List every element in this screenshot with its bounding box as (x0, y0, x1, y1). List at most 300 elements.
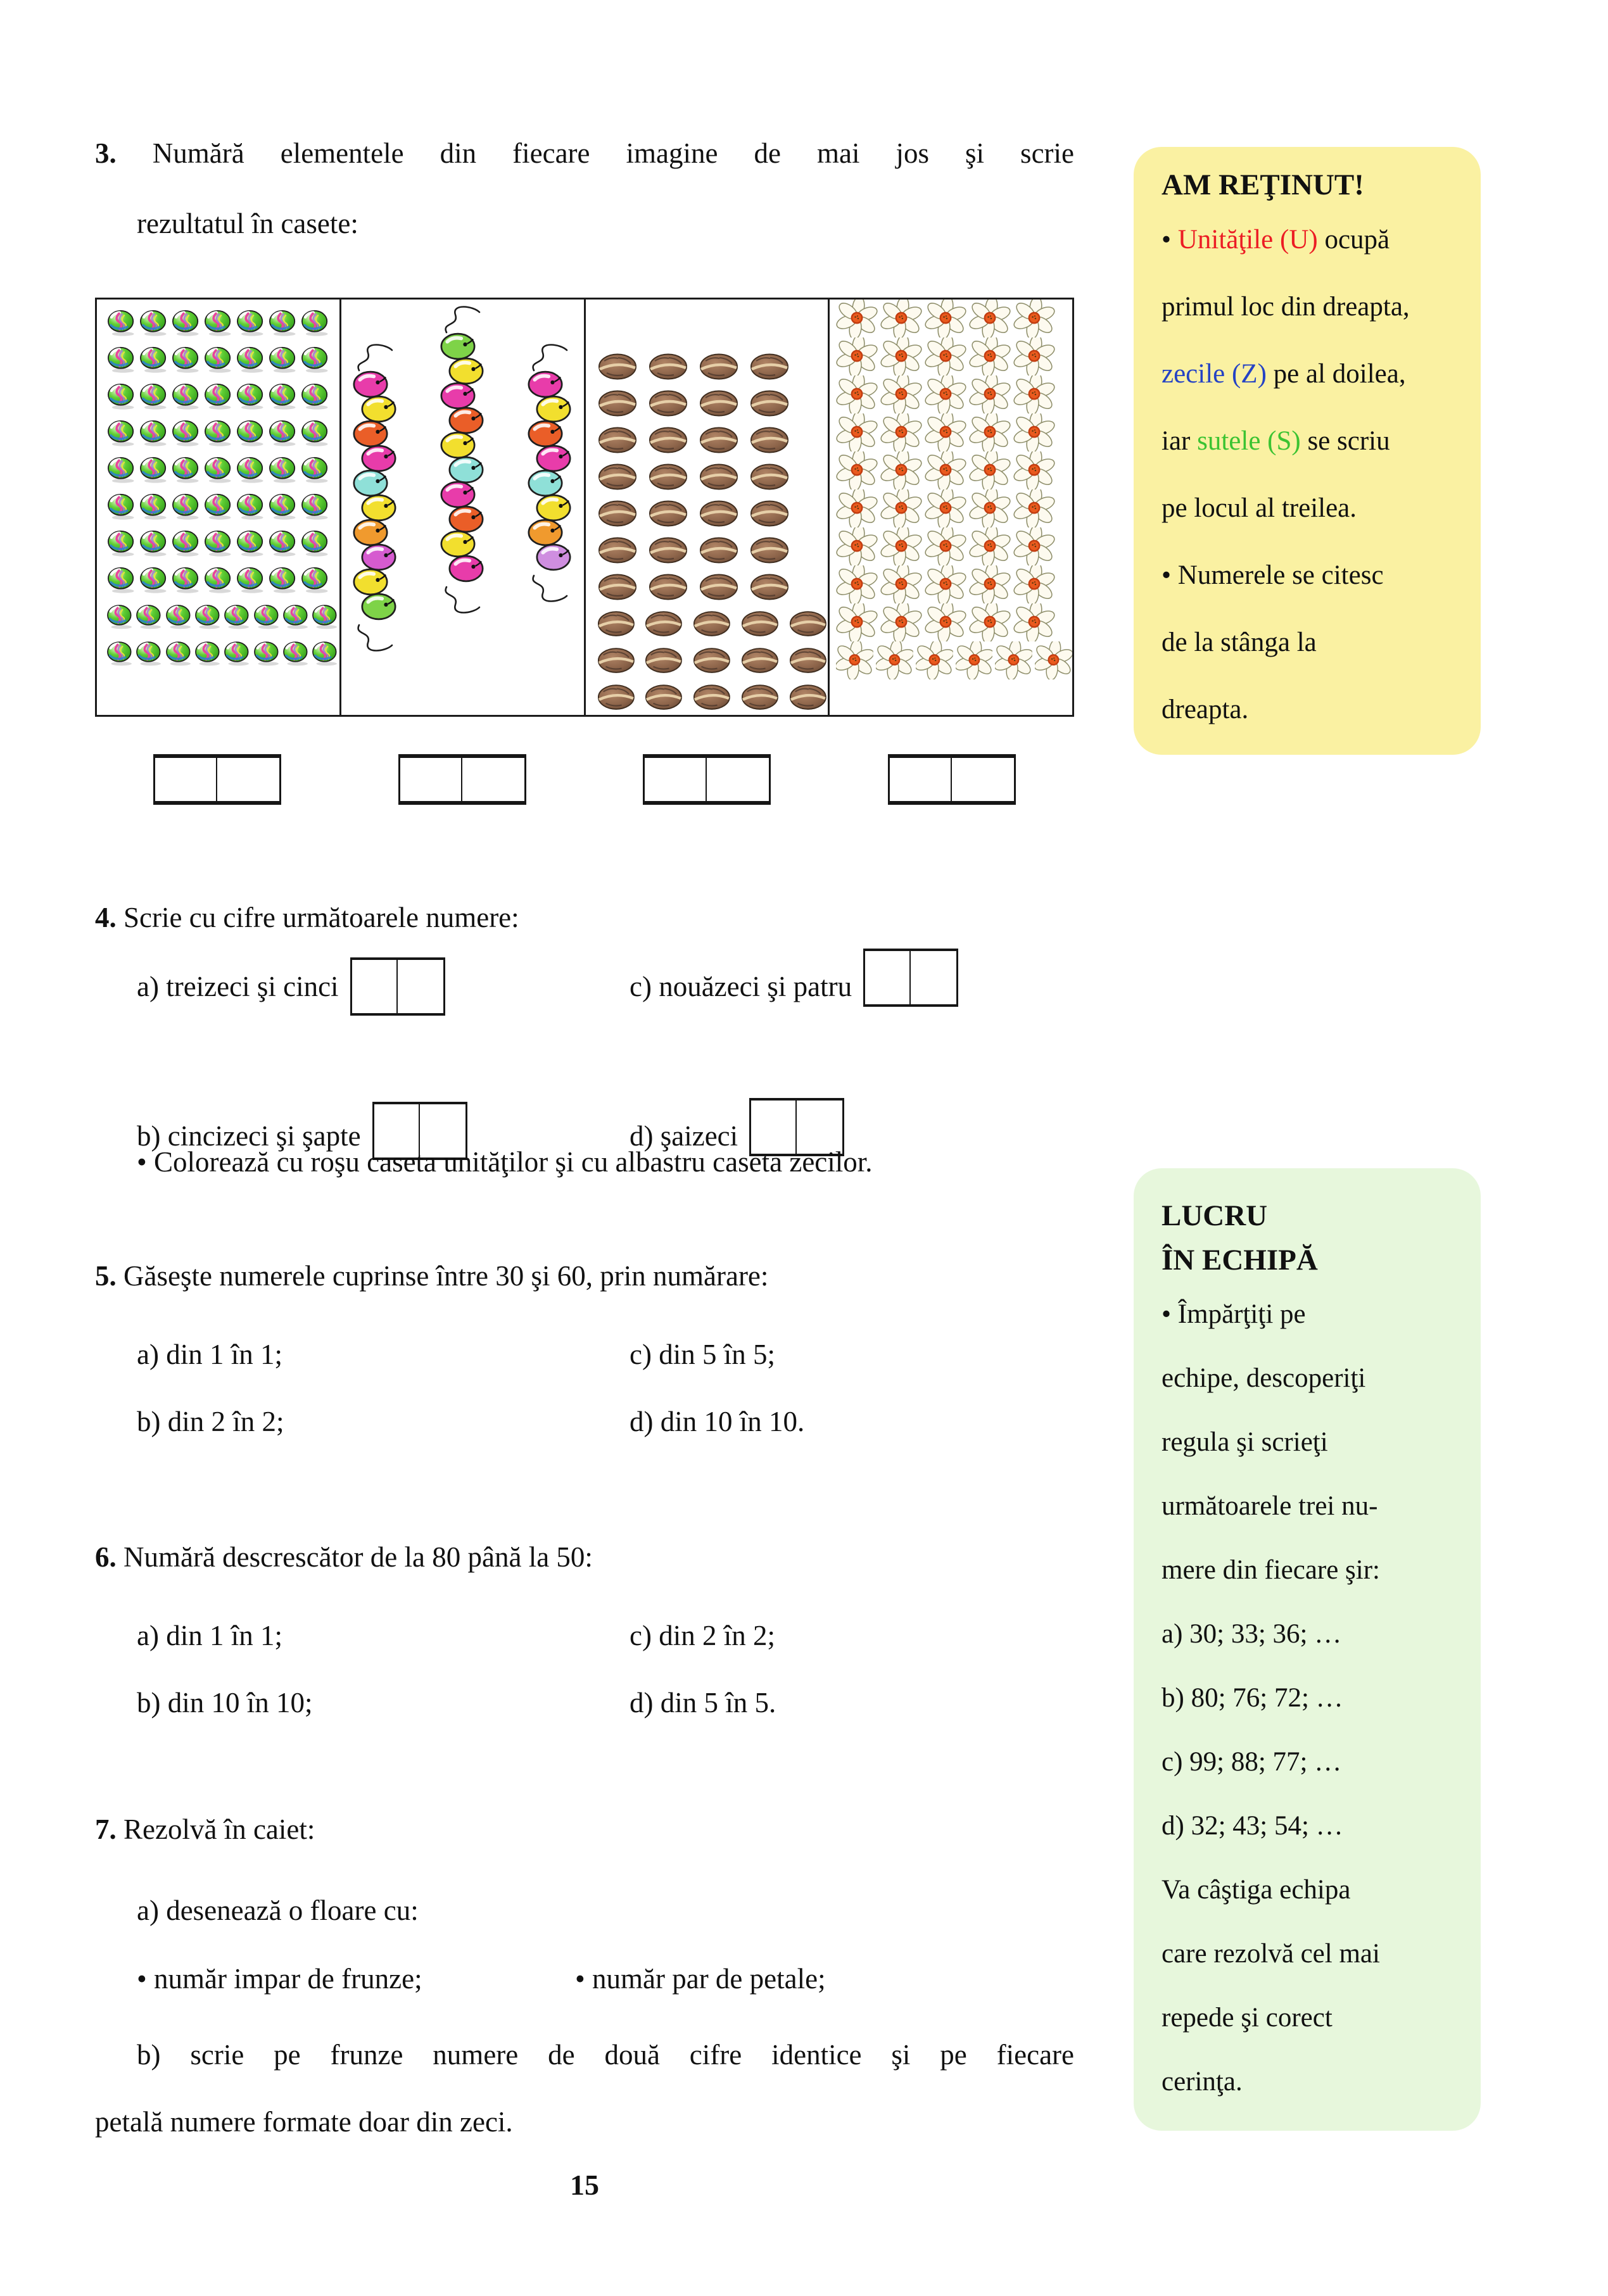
task7-bullet-leaves: • număr impar de frunze; (137, 1963, 422, 1995)
task5-item-a: a) din 1 în 1; (137, 1339, 282, 1370)
marble-icon (170, 457, 201, 483)
flower-icon (880, 565, 922, 603)
walnut-icon (749, 536, 791, 565)
walnut-icon (699, 573, 740, 602)
walnut-icon (699, 389, 740, 419)
note-text: pe locul al treilea. (1162, 493, 1357, 524)
marbles-row (97, 346, 339, 373)
walnut-icon (597, 353, 639, 382)
task4-answer-box-c[interactable] (863, 949, 958, 1007)
string-end-icon (440, 583, 484, 616)
flower-icon (969, 337, 1011, 375)
bead-icon (446, 554, 486, 583)
walnuts-row (586, 573, 828, 602)
panel-walnuts (586, 300, 830, 715)
flower-icon (836, 527, 878, 565)
marble-icon (253, 603, 281, 630)
marble-icon (282, 640, 310, 667)
flower-icon (880, 527, 922, 565)
flower-icon (925, 300, 966, 337)
walnuts-row (586, 610, 828, 639)
task3-answer-box-1[interactable] (153, 754, 281, 805)
task4-title: Scrie cu cifre următoarele numere: (123, 902, 519, 933)
note-text: se scriu (1300, 426, 1390, 457)
flower-icon (969, 451, 1011, 489)
flowers-row (830, 375, 1072, 413)
flower-icon (880, 300, 922, 337)
marble-icon (170, 420, 201, 446)
flower-icon (925, 375, 966, 413)
task4-heading (95, 900, 519, 935)
task3-image-panels (95, 298, 1074, 717)
walnut-icon (645, 610, 684, 639)
flower-icon (836, 641, 873, 679)
marbles-row (97, 383, 339, 410)
highlight-blue-text: zecile (Z) (1162, 359, 1267, 389)
marble-icon (106, 383, 137, 410)
walnuts-row (586, 647, 828, 676)
task3-answer-box-4[interactable] (888, 754, 1016, 805)
page-number: 15 (570, 2169, 599, 2201)
marble-icon (138, 346, 169, 373)
flower-icon (880, 337, 922, 375)
task7-item-b-line1: b) scrie pe frunze numere de două cifre identice şi pe fiecare (137, 2039, 1074, 2071)
team-box-line-5: mere din fiecare şir: (1162, 1555, 1381, 1585)
marble-icon (106, 457, 137, 483)
units-cell[interactable] (952, 758, 1014, 801)
walnut-icon (597, 500, 639, 529)
marble-icon (267, 530, 298, 557)
team-box-line-7: b) 80; 76; 72; … (1162, 1683, 1343, 1713)
task4-item-a (137, 957, 445, 1016)
marbles-row (97, 310, 339, 336)
marble-icon (267, 383, 298, 410)
marble-icon (300, 567, 331, 593)
task6-title: Numără descrescător de la 80 până la 50: (123, 1541, 593, 1573)
flowers-row (830, 527, 1072, 565)
marble-icon (223, 603, 251, 630)
marble-icon (138, 567, 169, 593)
flower-icon (836, 300, 878, 337)
marble-icon (235, 457, 266, 483)
walnut-icon (597, 389, 639, 419)
bead-string-icon (353, 341, 397, 654)
marble-icon (138, 420, 169, 446)
flower-icon (969, 565, 1011, 603)
marble-icon (170, 493, 201, 520)
walnut-icon (648, 426, 690, 455)
marble-icon (267, 346, 298, 373)
flower-icon (916, 641, 953, 679)
task4-number: 4. (95, 902, 117, 933)
task5-number: 5. (95, 1260, 117, 1292)
note-box-line-6 (1162, 542, 1454, 609)
task4-item-d-label: d) şaizeci (630, 1120, 738, 1152)
note-box-line-3 (1162, 341, 1454, 408)
task4-item-c (630, 957, 958, 1016)
walnuts-row (586, 683, 828, 712)
note-box-line-7 (1162, 609, 1454, 676)
walnut-icon (749, 389, 791, 419)
note-text: de la stânga la (1162, 628, 1317, 658)
marble-icon (106, 603, 134, 630)
flower-icon (969, 413, 1011, 451)
walnut-icon (597, 610, 636, 639)
flower-icon (836, 451, 878, 489)
marble-icon (223, 640, 251, 667)
marble-icon (300, 383, 331, 410)
marble-icon (235, 530, 266, 557)
marble-icon (235, 420, 266, 446)
marble-icon (300, 310, 331, 336)
walnuts-row (586, 353, 828, 382)
flower-icon (836, 337, 878, 375)
walnut-icon (741, 610, 780, 639)
marbles-row (97, 567, 339, 593)
team-box-title-line2: ÎN ECHIPĂ (1162, 1244, 1318, 1277)
flower-icon (995, 641, 1032, 679)
walnut-icon (749, 353, 791, 382)
flower-icon (876, 641, 913, 679)
marble-icon (253, 640, 281, 667)
walnut-icon (699, 536, 740, 565)
task6-item-a: a) din 1 în 1; (137, 1620, 282, 1651)
walnut-icon (597, 426, 639, 455)
string-end-icon (528, 572, 572, 605)
marble-icon (267, 420, 298, 446)
marbles-row (97, 493, 339, 520)
note-box-line-4 (1162, 408, 1454, 475)
team-box-line-8: c) 99; 88; 77; … (1162, 1747, 1342, 1777)
marble-icon (203, 567, 234, 593)
marble-icon (170, 346, 201, 373)
walnut-icon (789, 610, 828, 639)
task4-item-b-label: b) cincizeci şi şapte (137, 1120, 361, 1152)
team-box-line-11: care rezolvă cel mai (1162, 1939, 1380, 1969)
task7-number: 7. (95, 1813, 117, 1845)
walnut-icon (648, 389, 690, 419)
marble-icon (170, 530, 201, 557)
walnut-icon (693, 610, 732, 639)
marble-icon (165, 603, 193, 630)
marble-icon (106, 640, 134, 667)
task6-item-b: b) din 10 în 10; (137, 1687, 313, 1719)
walnuts-row (586, 389, 828, 419)
note-text: • Numerele se citesc (1162, 560, 1384, 591)
task3-answer-boxes (95, 752, 1074, 807)
task7-heading (95, 1812, 315, 1846)
marble-icon (203, 346, 234, 373)
marble-icon (235, 310, 266, 336)
walnut-icon (741, 683, 780, 712)
flower-icon (925, 527, 966, 565)
task5-item-d: d) din 10 în 10. (630, 1406, 805, 1437)
marbles-row (97, 530, 339, 557)
marble-icon (267, 567, 298, 593)
team-box-line-6: a) 30; 33; 36; … (1162, 1619, 1342, 1649)
walnut-icon (597, 573, 639, 602)
walnut-icon (645, 647, 684, 676)
marble-icon (194, 603, 222, 630)
marble-icon (138, 457, 169, 483)
tens-cell[interactable] (155, 758, 217, 801)
team-box-line-3: regula şi scrieţi (1162, 1427, 1328, 1457)
walnut-icon (645, 683, 684, 712)
units-cell[interactable] (462, 758, 524, 801)
marble-icon (138, 530, 169, 557)
marble-icon (300, 346, 331, 373)
tens-cell[interactable] (645, 758, 707, 801)
flower-icon (1013, 603, 1055, 641)
task6-item-c: c) din 2 în 2; (630, 1620, 775, 1651)
marble-icon (235, 493, 266, 520)
units-cell[interactable] (911, 951, 956, 1004)
marble-icon (203, 530, 234, 557)
walnut-icon (648, 353, 690, 382)
marbles-row (97, 603, 339, 630)
flower-icon (1013, 300, 1055, 337)
task3-heading-line1 (95, 136, 1074, 170)
flower-icon (925, 413, 966, 451)
walnut-icon (749, 500, 791, 529)
flowers-row (830, 489, 1072, 527)
note-box-line-2 (1162, 274, 1454, 341)
bead-icon (359, 592, 398, 621)
marbles-row (97, 420, 339, 446)
note-text: primul loc din dreapta, (1162, 292, 1410, 322)
flower-icon (836, 489, 878, 527)
task3-heading-line2: rezultatul în casete: (137, 208, 358, 239)
flower-icon (925, 337, 966, 375)
walnut-icon (693, 683, 732, 712)
walnut-icon (648, 463, 690, 492)
flower-icon (969, 489, 1011, 527)
walnut-icon (699, 426, 740, 455)
flower-icon (969, 527, 1011, 565)
walnut-icon (597, 647, 636, 676)
team-box-body (1162, 1282, 1454, 2114)
marble-icon (194, 640, 222, 667)
walnut-icon (789, 647, 828, 676)
flower-icon (1013, 451, 1055, 489)
flower-icon (1013, 565, 1055, 603)
task4-answer-box-a[interactable] (350, 957, 445, 1016)
team-box-line-9: d) 32; 43; 54; … (1162, 1811, 1343, 1841)
note-box-am-retinut (1134, 147, 1481, 755)
flower-icon (925, 489, 966, 527)
marble-icon (170, 383, 201, 410)
marble-icon (170, 567, 201, 593)
marble-icon (282, 603, 310, 630)
string-end-icon (353, 621, 397, 654)
marble-icon (135, 603, 163, 630)
team-box-line-10: Va câştiga echipa (1162, 1875, 1351, 1905)
marble-icon (203, 420, 234, 446)
task5-item-c: c) din 5 în 5; (630, 1339, 775, 1370)
walnut-icon (648, 573, 690, 602)
marble-icon (300, 530, 331, 557)
marble-icon (170, 310, 201, 336)
walnut-icon (597, 683, 636, 712)
note-box-title: AM REŢINUT! (1162, 168, 1364, 201)
task7-item-a: a) desenează o floare cu: (137, 1895, 419, 1926)
walnut-icon (741, 647, 780, 676)
marble-icon (106, 493, 137, 520)
units-cell[interactable] (707, 758, 769, 801)
task7-item-b-line2: petală numere formate doar din zeci. (95, 2106, 513, 2138)
flower-icon (925, 565, 966, 603)
flower-icon (880, 413, 922, 451)
task3-number: 3. (95, 137, 117, 169)
marble-icon (138, 383, 169, 410)
highlight-red-text: Unităţile (U) (1177, 225, 1318, 255)
flowers-row (830, 451, 1072, 489)
flower-icon (880, 603, 922, 641)
walnut-icon (789, 683, 828, 712)
marble-icon (106, 310, 137, 336)
units-cell[interactable] (217, 758, 279, 801)
tens-cell[interactable] (352, 960, 398, 1013)
marbles-row (97, 640, 339, 667)
marble-icon (300, 493, 331, 520)
marble-icon (267, 457, 298, 483)
bead-string-icon (528, 341, 572, 605)
marble-icon (165, 640, 193, 667)
task4-item-c-label: c) nouăzeci şi patru (630, 971, 852, 1002)
task3-answer-box-3[interactable] (643, 754, 771, 805)
task4-color-note: • Colorează cu roşu caseta unităţilor şi cu albastru caseta zecilor. (137, 1146, 873, 1178)
units-cell[interactable] (398, 960, 443, 1013)
flower-icon (1013, 413, 1055, 451)
flowers-row (830, 300, 1072, 337)
walnuts-row (586, 500, 828, 529)
task7-title: Rezolvă în caiet: (123, 1813, 315, 1845)
note-text: pe al doilea, (1266, 359, 1406, 389)
task4-item-a-label: a) treizeci şi cinci (137, 971, 339, 1002)
flower-icon (880, 489, 922, 527)
marble-icon (106, 346, 137, 373)
walnut-icon (749, 463, 791, 492)
flower-icon (836, 413, 878, 451)
team-box-title-line1: LUCRU (1162, 1199, 1268, 1232)
flower-icon (1035, 641, 1072, 679)
team-box-lucru-in-echipa (1134, 1168, 1481, 2131)
marble-icon (311, 603, 339, 630)
marble-icon (300, 457, 331, 483)
highlight-green-text: sutele (S) (1197, 426, 1301, 457)
marble-icon (267, 310, 298, 336)
walnut-icon (597, 463, 639, 492)
tens-cell[interactable] (890, 758, 952, 801)
note-box-line-5 (1162, 475, 1454, 542)
note-box-line-8 (1162, 676, 1454, 743)
task6-heading (95, 1540, 593, 1574)
walnuts-row (586, 463, 828, 492)
flower-icon (880, 375, 922, 413)
marble-icon (235, 567, 266, 593)
flowers-row (830, 413, 1072, 451)
note-text: dreapta. (1162, 695, 1249, 725)
marble-icon (106, 420, 137, 446)
note-box-body (1162, 206, 1454, 743)
walnut-icon (699, 500, 740, 529)
flower-icon (1013, 375, 1055, 413)
flower-icon (969, 300, 1011, 337)
walnut-icon (699, 463, 740, 492)
flower-icon (1013, 489, 1055, 527)
flower-icon (956, 641, 993, 679)
task4-row1 (137, 957, 1074, 1027)
marble-icon (203, 457, 234, 483)
note-box-line-1 (1162, 206, 1454, 274)
task3-title: Numără elementele din fiecare imagine de mai jos şi scrie (152, 137, 1075, 169)
task5-item-b: b) din 2 în 2; (137, 1406, 284, 1437)
walnut-icon (749, 573, 791, 602)
marble-icon (311, 640, 339, 667)
marble-icon (138, 493, 169, 520)
walnuts-row (586, 426, 828, 455)
team-box-line-12: repede şi corect (1162, 2003, 1333, 2033)
team-box-line-1: • Împărţiţi pe (1162, 1299, 1306, 1329)
panel-flowers (830, 300, 1072, 715)
flowers-row (830, 565, 1072, 603)
marble-icon (203, 383, 234, 410)
team-box-line-4: următoarele trei nu- (1162, 1491, 1378, 1521)
bead-string-icon (440, 303, 484, 616)
flower-icon (969, 375, 1011, 413)
walnut-icon (699, 353, 740, 382)
task3-answer-box-2[interactable] (398, 754, 526, 805)
note-text: iar (1162, 426, 1198, 457)
marble-icon (235, 346, 266, 373)
walnut-icon (749, 426, 791, 455)
flower-icon (1013, 527, 1055, 565)
note-text: • (1162, 225, 1178, 255)
marble-icon (203, 493, 234, 520)
task6-number: 6. (95, 1541, 117, 1573)
marbles-row (97, 457, 339, 483)
marble-icon (235, 383, 266, 410)
walnut-icon (693, 647, 732, 676)
marble-icon (300, 420, 331, 446)
panel-marbles (97, 300, 341, 715)
panel-beads (341, 300, 586, 715)
flowers-row (830, 603, 1072, 641)
tens-cell[interactable] (865, 951, 911, 1004)
tens-cell[interactable] (400, 758, 462, 801)
walnut-icon (648, 536, 690, 565)
flowers-row (830, 337, 1072, 375)
note-text: ocupă (1317, 225, 1390, 255)
flower-icon (1013, 337, 1055, 375)
marble-icon (135, 640, 163, 667)
marble-icon (138, 310, 169, 336)
bead-icon (534, 543, 573, 572)
task5-title: Găseşte numerele cuprinse între 30 şi 60, prin numărare: (123, 1260, 769, 1292)
flower-icon (925, 451, 966, 489)
flower-icon (969, 603, 1011, 641)
flower-icon (880, 451, 922, 489)
walnuts-row (586, 536, 828, 565)
flower-icon (836, 375, 878, 413)
walnut-icon (597, 536, 639, 565)
task5-heading (95, 1259, 768, 1293)
flower-icon (836, 565, 878, 603)
task6-item-d: d) din 5 în 5. (630, 1687, 776, 1719)
marble-icon (203, 310, 234, 336)
task7-bullet-petals: • număr par de petale; (575, 1963, 826, 1995)
flower-icon (925, 603, 966, 641)
